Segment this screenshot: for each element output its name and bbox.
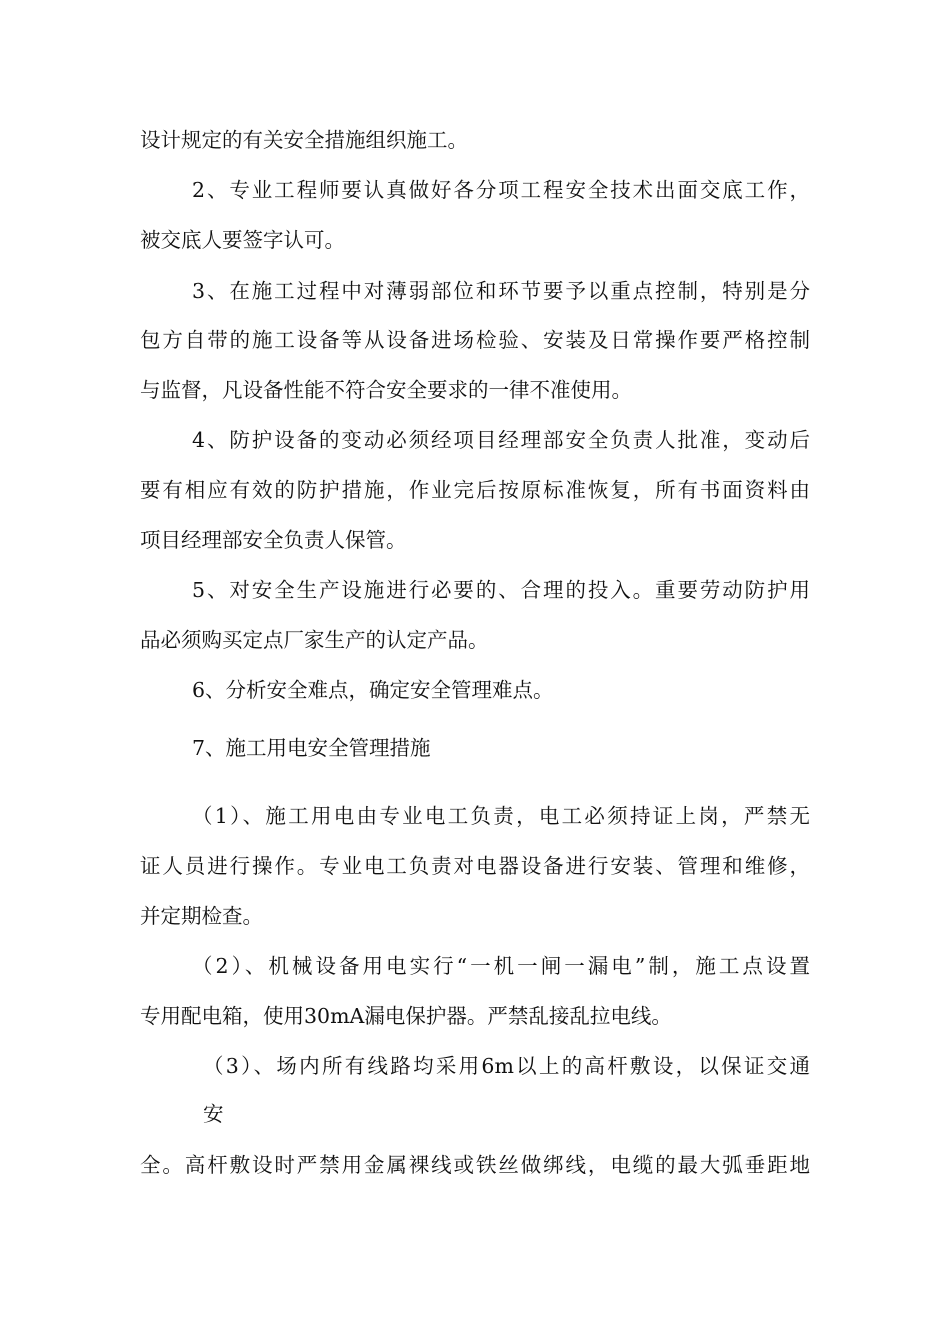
text-line-15: 证人员进行操作。专业电工负责对电器设备进行安装、管理和维修，: [140, 854, 810, 878]
text-line-19: （3）、场内所有线路均采用6m以上的高杆敷设，以保证交通: [203, 1054, 810, 1078]
text-line-2: 2、专业工程师要认真做好各分项工程安全技术出面交底工作，: [192, 178, 810, 202]
text-line-16: 并定期检查。: [140, 904, 263, 928]
text-line-8: 要有相应有效的防护措施，作业完后按原标准恢复，所有书面资料由: [140, 478, 810, 502]
text-line-1: 设计规定的有关安全措施组织施工。: [140, 128, 468, 152]
text-line-20: 安: [203, 1102, 224, 1126]
text-line-11: 品必须购买定点厂家生产的认定产品。: [140, 628, 489, 652]
text-line-13: 7、施工用电安全管理措施: [192, 736, 431, 760]
text-line-4: 3、在施工过程中对薄弱部位和环节要予以重点控制，特别是分: [192, 279, 810, 303]
text-line-14: （1）、施工用电由专业电工负责，电工必须持证上岗，严禁无: [192, 804, 810, 828]
text-line-17: （2）、机械设备用电实行“一机一闸一漏电”制，施工点设置: [192, 954, 810, 978]
text-line-21: 全。高杆敷设时严禁用金属裸线或铁丝做绑线，电缆的最大弧垂距地: [140, 1153, 810, 1177]
text-line-6: 与监督，凡设备性能不符合安全要求的一律不准使用。: [140, 378, 632, 402]
text-line-7: 4、防护设备的变动必须经项目经理部安全负责人批准，变动后: [192, 428, 810, 452]
text-line-9: 项目经理部安全负责人保管。: [140, 528, 407, 552]
text-line-12: 6、分析安全难点，确定安全管理难点。: [192, 678, 554, 702]
text-line-3: 被交底人要签字认可。: [140, 228, 345, 252]
text-line-18: 专用配电箱，使用30mA漏电保护器。严禁乱接乱拉电线。: [140, 1004, 672, 1028]
text-line-10: 5、对安全生产设施进行必要的、合理的投入。重要劳动防护用: [192, 578, 810, 602]
text-line-5: 包方自带的施工设备等从设备进场检验、安装及日常操作要严格控制: [140, 328, 810, 352]
